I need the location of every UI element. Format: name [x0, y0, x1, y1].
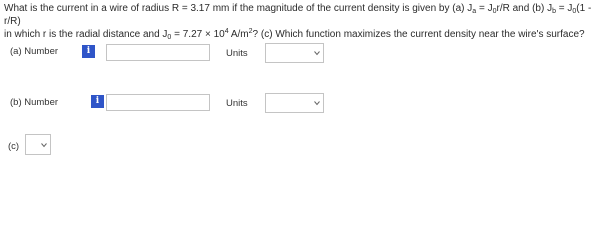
part-b-units-select[interactable]: [265, 93, 324, 113]
chevron-down-icon: [314, 50, 320, 56]
part-c-label: (c): [8, 141, 20, 152]
j0-subscript-a: 0: [492, 8, 497, 15]
j0-value: = 7.27 × 10: [171, 29, 225, 40]
part-b-number-input[interactable]: [106, 94, 210, 111]
part-a-number-input[interactable]: [106, 44, 210, 61]
info-icon-glyph: i: [95, 96, 100, 106]
question-eq-b-tail: (1 - r/R): [4, 3, 592, 27]
j0-subscript: 0: [167, 34, 172, 41]
question-text: [4, 2, 604, 41]
info-icon[interactable]: [91, 95, 104, 108]
question-eq-a: = J: [476, 3, 493, 14]
j0-units: A/m: [228, 29, 249, 40]
question-eq-b: = J: [555, 3, 573, 14]
question-line2-prefix: in which r is the radial distance and J: [4, 29, 168, 40]
j0-subscript-b: 0: [572, 8, 577, 15]
jb-subscript: b: [552, 8, 556, 15]
chevron-down-icon: [41, 142, 47, 148]
question-line2-tail: ? (c) Which function maximizes the current density near the wire's surface?: [252, 29, 585, 40]
part-a-units-label: Units: [226, 48, 248, 59]
part-c-select[interactable]: [25, 134, 51, 155]
part-b-units-label: Units: [226, 98, 248, 109]
info-icon[interactable]: [82, 45, 95, 58]
question-line1-prefix: What is the current in a wire of radius R = 3.17 mm if the magnitude of the current density is given by (a) J: [4, 3, 473, 14]
info-icon-glyph: i: [86, 46, 91, 56]
j0-exponent: 4: [224, 28, 229, 35]
question-eq-a-tail: r/R and (b) J: [496, 3, 553, 14]
j0-units-exponent: 2: [248, 28, 253, 35]
part-b-label: (b) Number: [10, 97, 59, 108]
ja-subscript: a: [472, 8, 477, 15]
chevron-down-icon: [314, 100, 320, 106]
part-a-label: (a) Number: [10, 46, 59, 57]
part-a-units-select[interactable]: [265, 43, 324, 63]
